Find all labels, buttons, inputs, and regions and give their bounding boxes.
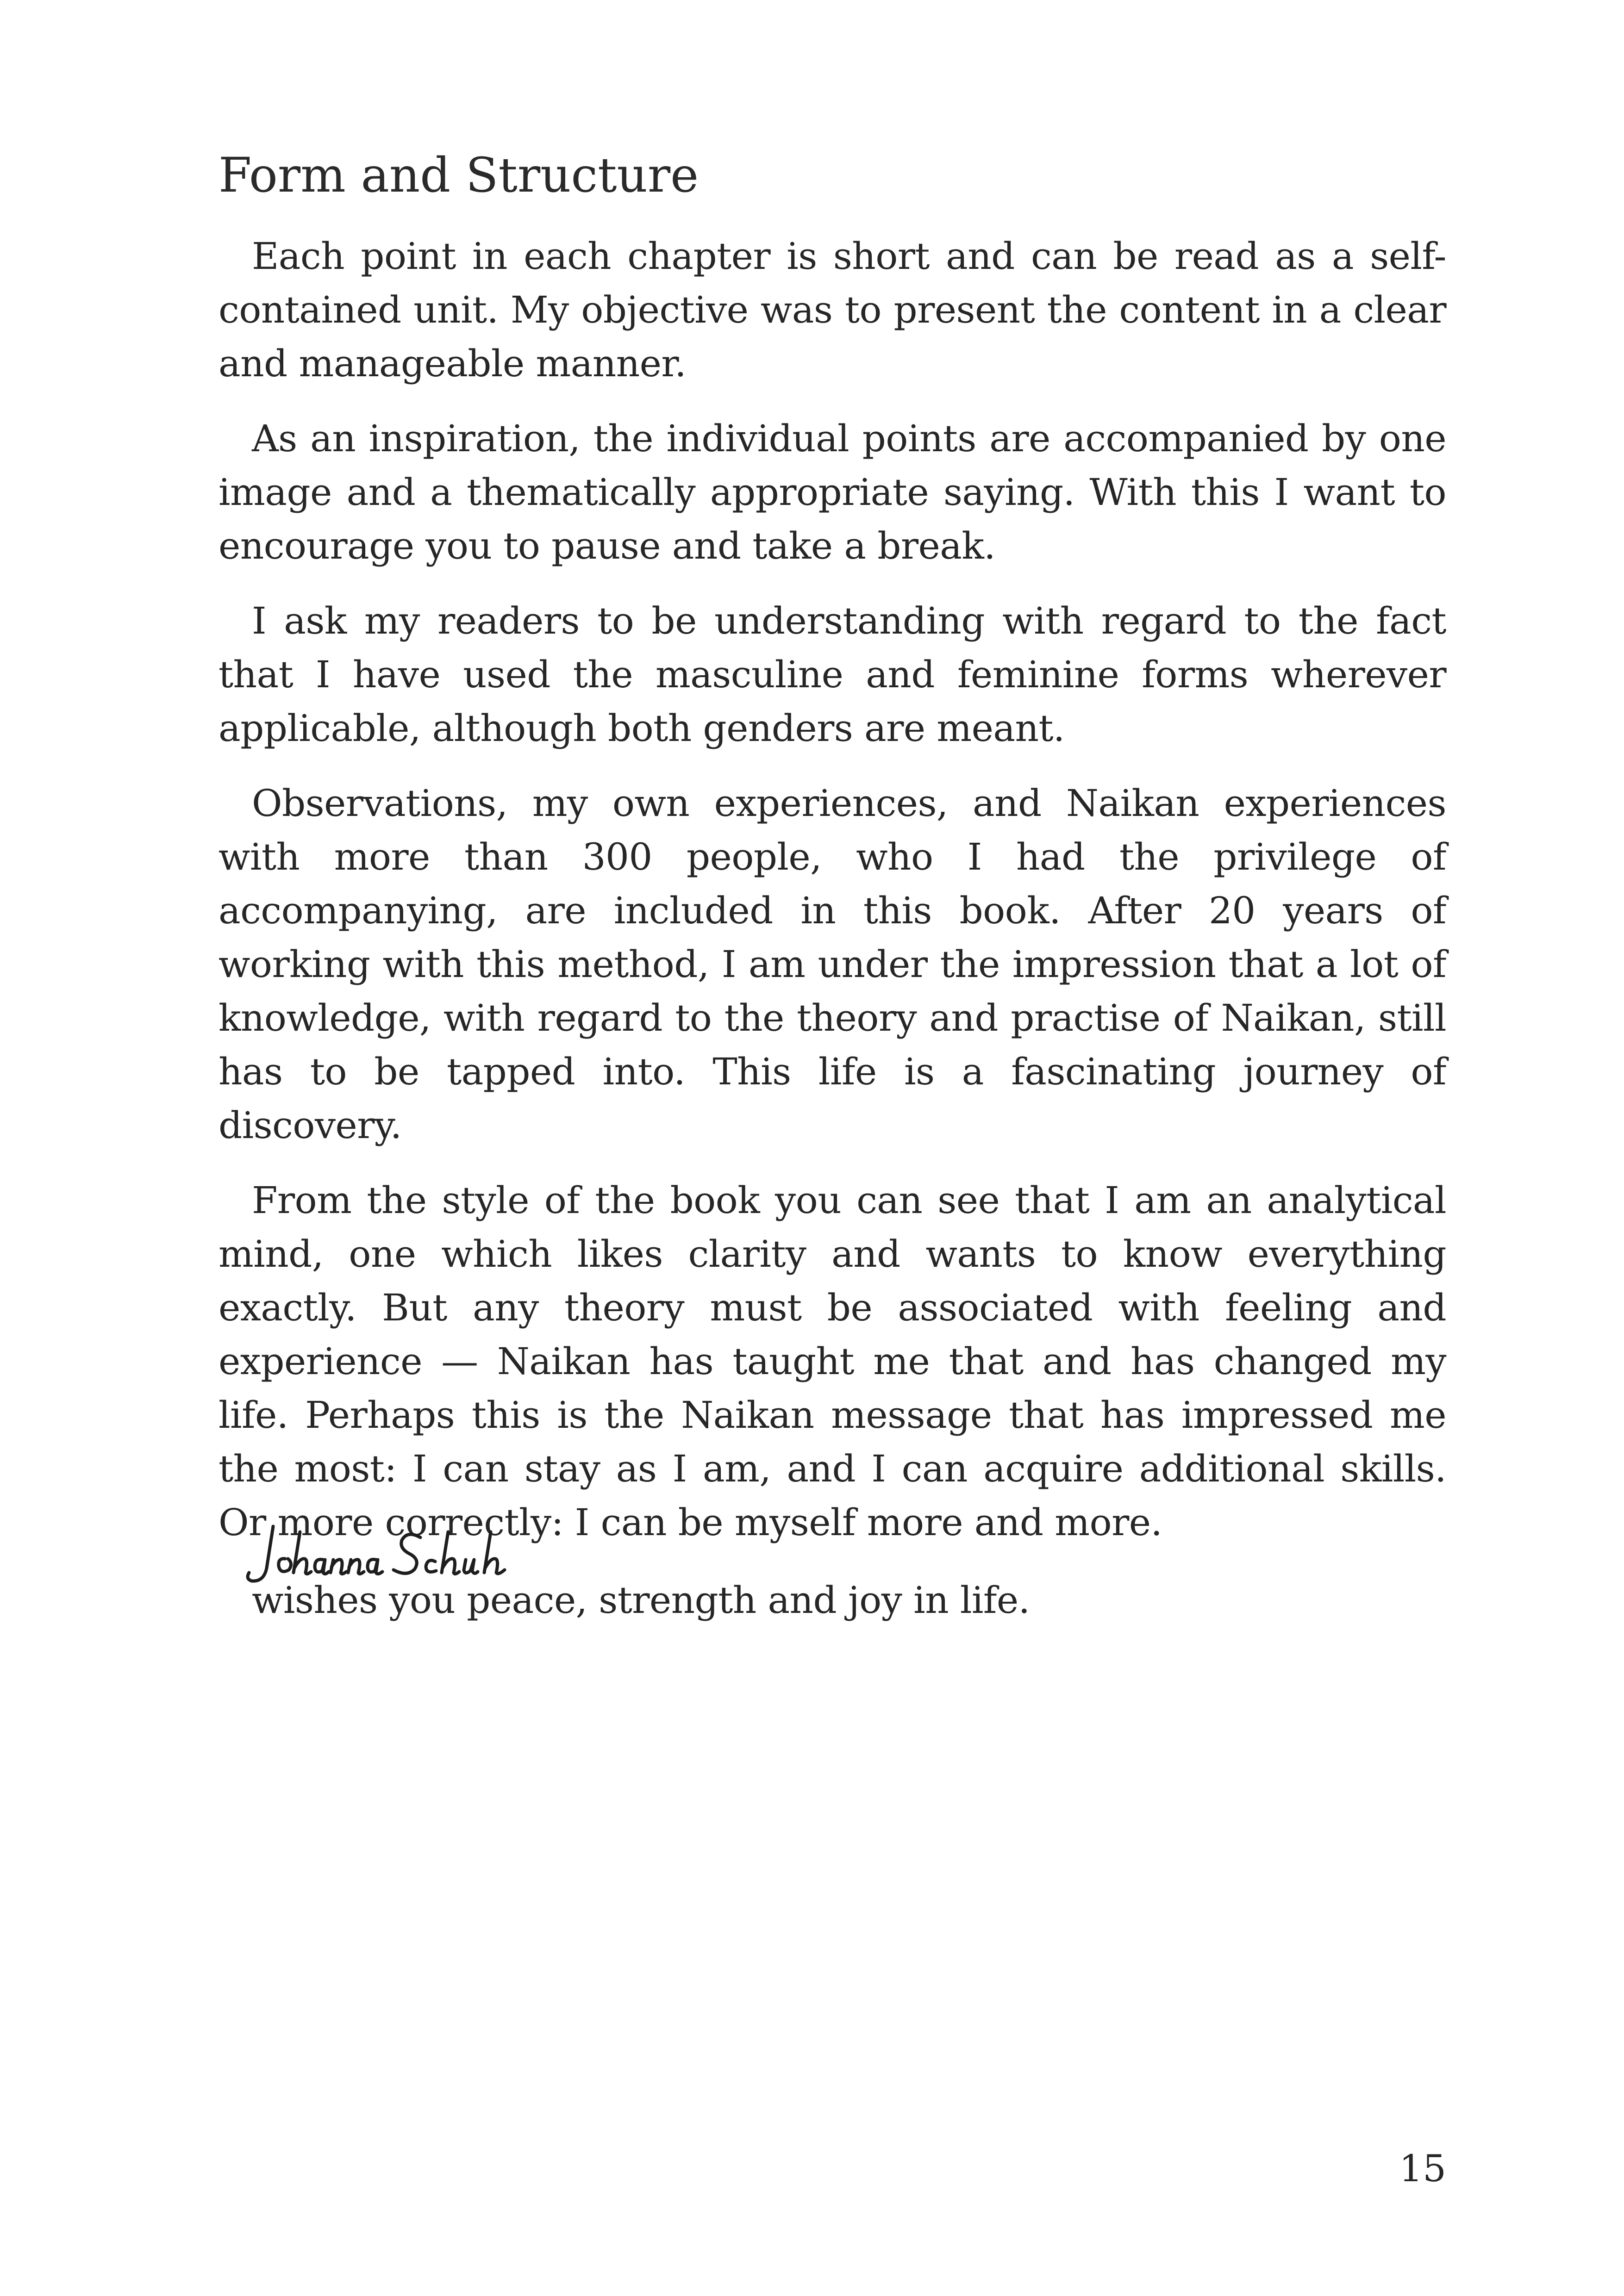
paragraph: Observations, my own experiences, and Naikan experiences with more than 300 people, who I had the privilege of accompanying, are included in this book. After 20 years of working with this method, I am under the impression that a lot of knowledge, with regard to the theory and practise of Naikan, still has to be tapped into. This life is a fascinating journey of discovery. <box>219 782 1446 1147</box>
paragraph: As an inspiration, the individual points are accompanied by one image and a thematically appropriate saying. With this I want to encourage you to pause and take a break. <box>219 417 1446 568</box>
paragraph: I ask my readers to be understanding with regard to the fact that I have used the masculine and feminine forms wherever applicable, although both genders are meant. <box>219 599 1446 750</box>
closing-line: wishes you peace, strength and joy in life. <box>252 1579 1030 1622</box>
paragraph: Each point in each chapter is short and can be read as a self-contained unit. My objective was to present the content in a clear and manageable manner. <box>219 235 1446 386</box>
page-number: 15 <box>1399 2147 1446 2190</box>
main-content <box>219 148 1446 1571</box>
section-heading: Form and Structure <box>219 148 699 203</box>
paragraph: From the style of the book you can see that I am an analytical mind, one which likes clarity and wants to know everything exactly. But any theory must be associated with feeling and experience — Naikan has taught me that and has changed my life. Perhaps this is the Naikan message that has impressed me the most: I can stay as I am, and I can acquire additional skills. Or more correctly: I can be myself more and more. <box>219 1179 1446 1544</box>
